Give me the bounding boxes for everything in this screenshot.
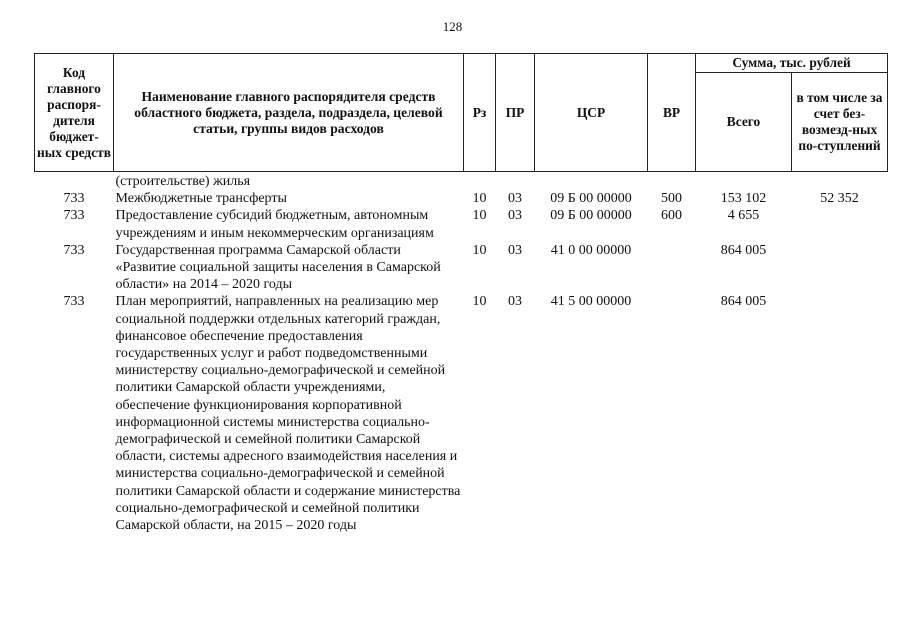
cell-code [35,172,114,191]
cell-gratuitous [792,293,888,534]
table-row [35,293,888,534]
cell-name: Межбюджетные трансферты [115,191,287,207]
cell-gratuitous: 52 352 [820,191,859,207]
cell-rz: 10 [472,294,487,310]
budget-table [34,53,888,534]
cell-total: 4 655 [727,208,760,224]
table-row [35,172,888,191]
header-code: Код главного распоря-дителя бюджет-ных средств [35,54,114,172]
cell-csr [535,172,648,191]
cell-total: 864 005 [720,294,767,310]
header-total: Всего [696,73,792,172]
cell-csr: 09 Б 00 00000 [550,208,632,224]
cell-vr: 600 [661,208,682,224]
cell-vr: 500 [661,191,682,207]
cell-pr: 03 [508,191,522,207]
cell-name: План мероприятий, направленных на реализацию мер социальной поддержки отдельных категорий граждан, финансовое обеспечение предоставления государственных услуг и работ подведомственными министерству социально-демографической и семейной политики Самарской области учреждениями, обеспечение функционирования корпоративной информационной системы министерства социально-демографической и семейной политики Самарской области, системы адресного взаимодействия населения и министерства социально-демографической и семейной политики Самарской области и содержание министерства социально-демографической и семейной политики Самарской области, на 2015 – 2020 годы [115,294,461,534]
header-csr: ЦСР [535,54,648,172]
cell-name: (строительстве) жилья [115,174,251,189]
cell-code: 733 [63,191,85,207]
header-pr: ПР [496,54,535,172]
table-row [35,207,888,241]
cell-vr [648,242,696,294]
cell-total: 864 005 [720,242,767,258]
cell-gratuitous [792,207,888,241]
header-gratuitous: в том числе за счет без-возмезд-ных по-ступлений [792,73,888,172]
table-row [35,190,888,207]
header-name: Наименование главного распорядителя средств областного бюджета, раздела, подраздела, целевой статьи, группы видов расходов [114,54,464,172]
cell-csr: 41 5 00 00000 [550,294,632,310]
cell-total: 153 102 [720,191,767,207]
cell-csr: 09 Б 00 00000 [550,191,632,207]
cell-name: Государственная программа Самарской области «Развитие социальной защиты населения в Самарской области» на 2014 – 2020 годы [115,242,441,293]
cell-rz [464,172,496,191]
cell-total [696,172,792,191]
table-row [35,242,888,294]
page-number: 128 [442,19,463,34]
cell-rz: 10 [472,191,487,207]
cell-csr: 41 0 00 00000 [550,242,632,258]
cell-name: Предоставление субсидий бюджетным, автономным учреждениям и иным некоммерческим организациям [115,208,434,241]
cell-rz: 10 [472,208,487,224]
cell-pr: 03 [508,294,522,310]
cell-pr [496,172,535,191]
cell-vr [648,293,696,534]
cell-code: 733 [63,294,85,310]
cell-code: 733 [63,242,85,258]
cell-rz: 10 [472,242,487,258]
cell-gratuitous [792,172,888,191]
header-vr: ВР [648,54,696,172]
header-sum-group: Сумма, тыс. рублей [696,54,888,73]
cell-code: 733 [63,208,85,224]
cell-pr: 03 [508,208,522,224]
cell-vr [648,172,696,191]
header-rz: Рз [464,54,496,172]
cell-gratuitous [792,242,888,294]
cell-pr: 03 [508,242,522,258]
